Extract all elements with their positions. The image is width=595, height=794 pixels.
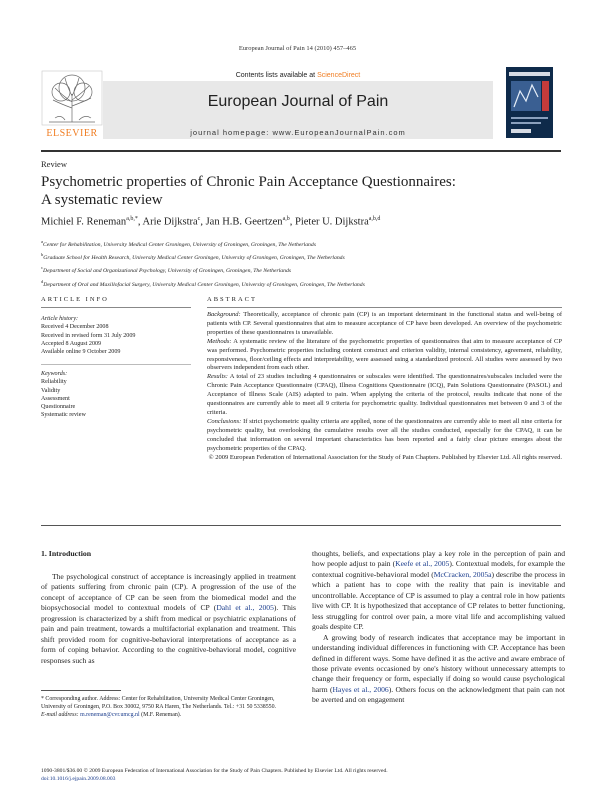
abstract-text: If strict psychometric quality criteria are applied, none of the questionnaires are currently able to meet all nine criteria for psychometric quality, but overlooking the cumulative results over all the studies conducted, especially for the CPAQ, it can be concluded that information on several important characteristics has been reported and a fairly clear picture emerges about the psychometric properties of the CPAQ. <box>207 417 563 452</box>
author-3-affil: a,b <box>282 216 290 222</box>
affiliation-a <box>41 237 551 250</box>
elsevier-logo <box>41 70 103 138</box>
article-info-heading: ARTICLE INFO <box>41 296 109 303</box>
title-line-2: A systematic review <box>41 192 163 208</box>
affil-text: Center for Rehabilitation, University Medical Center Groningen, University of Groningen, Groningen, The Netherlands <box>43 241 316 248</box>
history-item: Received in revised form 31 July 2009 <box>41 332 136 339</box>
keyword-item: Validity <box>41 387 61 394</box>
author-2[interactable]: Arie Dijkstra <box>142 216 198 228</box>
keywords <box>41 370 191 420</box>
affil-mark: d <box>41 278 44 284</box>
author-4[interactable]: Pieter U. Dijkstra <box>294 216 369 228</box>
contents-available-line <box>103 72 493 79</box>
introduction-heading: 1. Introduction <box>41 549 92 558</box>
issn-copyright: 1090-3801/$36.00 © 2009 European Federation of International Association for the Study of Pain Chapters. Published by Elsevier Ltd. All rights reserved. <box>41 768 388 774</box>
intro-paragraph-1 <box>41 572 296 666</box>
body-text: ). Others focus on the acknowledgment that pain can not be averted and on engagement <box>312 684 566 705</box>
article-title <box>41 173 551 209</box>
history-item: Accepted 8 August 2009 <box>41 340 102 347</box>
author-3[interactable]: Jan H.B. Geertzen <box>205 216 283 228</box>
abstract-heading: ABSTRACT <box>207 296 257 303</box>
footnote-rule <box>41 690 121 691</box>
abstract-text: A total of 23 studies including 4 questionnaires or subscales were identified. The questionnaires/subscales included were the Chronic Pain Acceptance Questionnaire (CPAQ), Illness Cognitions Questionnaire (ICQ), Pain Solutions Questionnaire (PASOL) and Acceptance of Illness Scale (AIS) adapted to pain. When applying the criteria of the protocol, results indicate that none of the questionnaires are currently able to meet all 9 criteria for psychometric quality. Individual questionnaires met between 0 and 3 of the criteria. <box>207 373 562 416</box>
elsevier-tree-icon <box>41 70 103 126</box>
corresponding-footnote <box>41 695 296 720</box>
email-suffix: (M.F. Reneman). <box>139 712 182 719</box>
abstract-text: A systematic review of the literature of the psychometric properties of questionnaires that aim to measure acceptance of CP was performed. Psychometric properties including content construct and criterion validity, internal consistency, agreement, reliability, responsiveness, floor/ceiling effects and interpretability, were assessed using a standardized protocol. All studies were assessed by two observers independent from each other. <box>207 337 562 372</box>
author-4-affil: a,b,d <box>368 216 381 222</box>
header-rule <box>41 150 561 152</box>
abstract-background <box>207 311 562 338</box>
abstract-text: Theoretically, acceptance of chronic pain (CP) is an important determinant in the functional status and well-being of patients with CP. Several questionnaires that aim to measure acceptance of CP have been developed. An overview of the psychometric properties of these questionnaires is unavailable. <box>207 311 562 336</box>
body-text: thoughts, beliefs, and expectations play a key role in the perception of pain and how people adjust to pain ( <box>312 549 565 569</box>
abstract-bottom-rule <box>41 525 561 526</box>
article-history <box>41 315 191 356</box>
abstract-conclusions <box>207 418 562 454</box>
affiliation-c <box>41 263 551 276</box>
keyword-item: Reliability <box>41 379 67 386</box>
author-1[interactable]: Michiel F. Reneman <box>41 216 127 228</box>
history-item: Received 4 December 2008 <box>41 324 109 331</box>
affil-mark: b <box>41 252 44 258</box>
publisher-name: ELSEVIER <box>46 128 98 139</box>
affil-text: Graduate School for Health Research, University Medical Center Groningen, University of Groningen, Groningen, The Netherlands <box>43 255 345 262</box>
article-info-rule <box>41 307 191 308</box>
abstract-label: Conclusions: <box>207 417 242 425</box>
email-label: E-mail address: <box>41 712 79 719</box>
affiliation-b <box>41 250 551 263</box>
running-header: European Journal of Pain 14 (2010) 457–465 <box>238 45 357 52</box>
article-type: Review <box>41 159 67 169</box>
footnote-email <box>41 711 296 719</box>
author-separator: , <box>289 216 295 228</box>
abstract-label: Background: <box>207 311 241 318</box>
corresponding-mark[interactable]: * <box>134 216 138 222</box>
body-text: ). Contextual models, for example the contextual cognitive-behavioral model ( <box>312 559 565 579</box>
history-label: Article history: <box>41 316 79 322</box>
abstract-rule <box>207 307 562 308</box>
author-list <box>41 216 551 228</box>
footnote-text: * Corresponding author. Address: Center for Rehabilitation, University Medical Center Groningen, University of Groningen, P.O. Box 30002, 9750 RA Haren, The Netherlands. Tel.: +31 50 5338550. <box>41 696 277 711</box>
citation-link[interactable]: McCracken, 2005a <box>433 569 492 579</box>
abstract-methods <box>207 338 562 374</box>
abstract-label: Results: <box>207 373 228 381</box>
intro-paragraph-2 <box>312 633 565 706</box>
citation-link[interactable]: Keefe et al., 2005 <box>395 559 450 569</box>
cover-art-icon <box>506 67 553 138</box>
affil-text: Department of Social and Organizational Psychology, University of Groningen, Groningen, The Netherlands <box>43 268 292 275</box>
journal-title: European Journal of Pain <box>207 93 389 110</box>
affil-mark: c <box>41 265 43 271</box>
abstract-results <box>207 373 562 418</box>
keyword-item: Questionnaire <box>41 404 76 411</box>
affiliation-d <box>41 277 551 290</box>
journal-homepage[interactable]: journal homepage: www.EuropeanJournalPain.com <box>190 128 406 137</box>
author-separator: , <box>200 216 206 228</box>
title-line-1: Psychometric properties of Chronic Pain Acceptance Questionnaires: <box>41 174 456 190</box>
author-separator: , <box>137 216 143 228</box>
body-column-left <box>41 572 296 666</box>
body-text: ) describe the process in which a patient has to cope with the reality that pain is inevitable and uncontrollable. Acceptance of CP is assumed to play a central role in how patients live with CP. It is hypothesized that acceptance of CP relates to better functioning, less struggling for control over pain, a more vital life and accomplishing valued goals despite CP. <box>312 569 565 632</box>
body-text: ). This progression is characterized by a shift from medical or psychiatric explanations of pain and pain treatment, towards a multifactorial explanation and treatment. This shift provided room for cognitive-behavioral interpretations of acceptance as a form of coping behavior. According to the cognitive-behavioral model, cognitive responses such as <box>41 603 296 665</box>
citation-link[interactable]: Hayes et al., 2006 <box>332 684 389 694</box>
affiliations <box>41 237 551 290</box>
history-item: Available online 9 October 2009 <box>41 349 121 356</box>
abstract-body <box>207 311 562 462</box>
history-rule <box>41 364 191 365</box>
affil-text: Department of Oral and Maxillofacial Surgery, University Medical Center Groningen, University of Groningen, Groningen, The Netherlands <box>43 281 365 288</box>
citation-link[interactable]: Dahl et al., 2005 <box>216 603 274 613</box>
keyword-item: Systematic review <box>41 412 86 419</box>
keywords-label: Keywords: <box>41 371 68 377</box>
body-text: A growing body of research indicates that acceptance may be important in understanding individual differences in functioning with CP. Acceptance has been defined in different ways. Some have defined it as the active and aware embrace of those private events occasioned by one's history without unnecessary attempts to change their frequency or form, especially if doing so would cause psychological harm ( <box>312 632 565 694</box>
abstract-copyright: © 2009 European Federation of International Association for the Study of Pain Chapters. Published by Elsevier Ltd. All rights reserved. <box>208 453 562 461</box>
keyword-item: Assessment <box>41 395 70 402</box>
email-link[interactable]: m.reneman@cvr.umcg.nl <box>80 712 140 719</box>
body-column-right <box>312 549 565 706</box>
journal-cover-image <box>506 67 553 138</box>
abstract-label: Methods: <box>207 337 232 345</box>
author-1-affil: a,b, <box>126 216 135 222</box>
doi-link[interactable]: doi:10.1016/j.ejpain.2009.08.003 <box>41 776 116 782</box>
contents-prefix: Contents lists available at <box>235 72 318 79</box>
page-footer <box>41 767 561 783</box>
body-text: The psychological construct of acceptance is increasingly applied in treatment of patients suffering from chronic pain (CP). A progression of the use of the concept of acceptance of CP can be seen from the biomedical model and the biopsychosocial model to contextual models of CP ( <box>41 572 296 613</box>
sciencedirect-link[interactable]: ScienceDirect <box>317 72 361 79</box>
intro-paragraph-cont <box>312 549 565 633</box>
author-2-affil: c <box>197 216 201 222</box>
affil-mark: a <box>41 239 43 244</box>
